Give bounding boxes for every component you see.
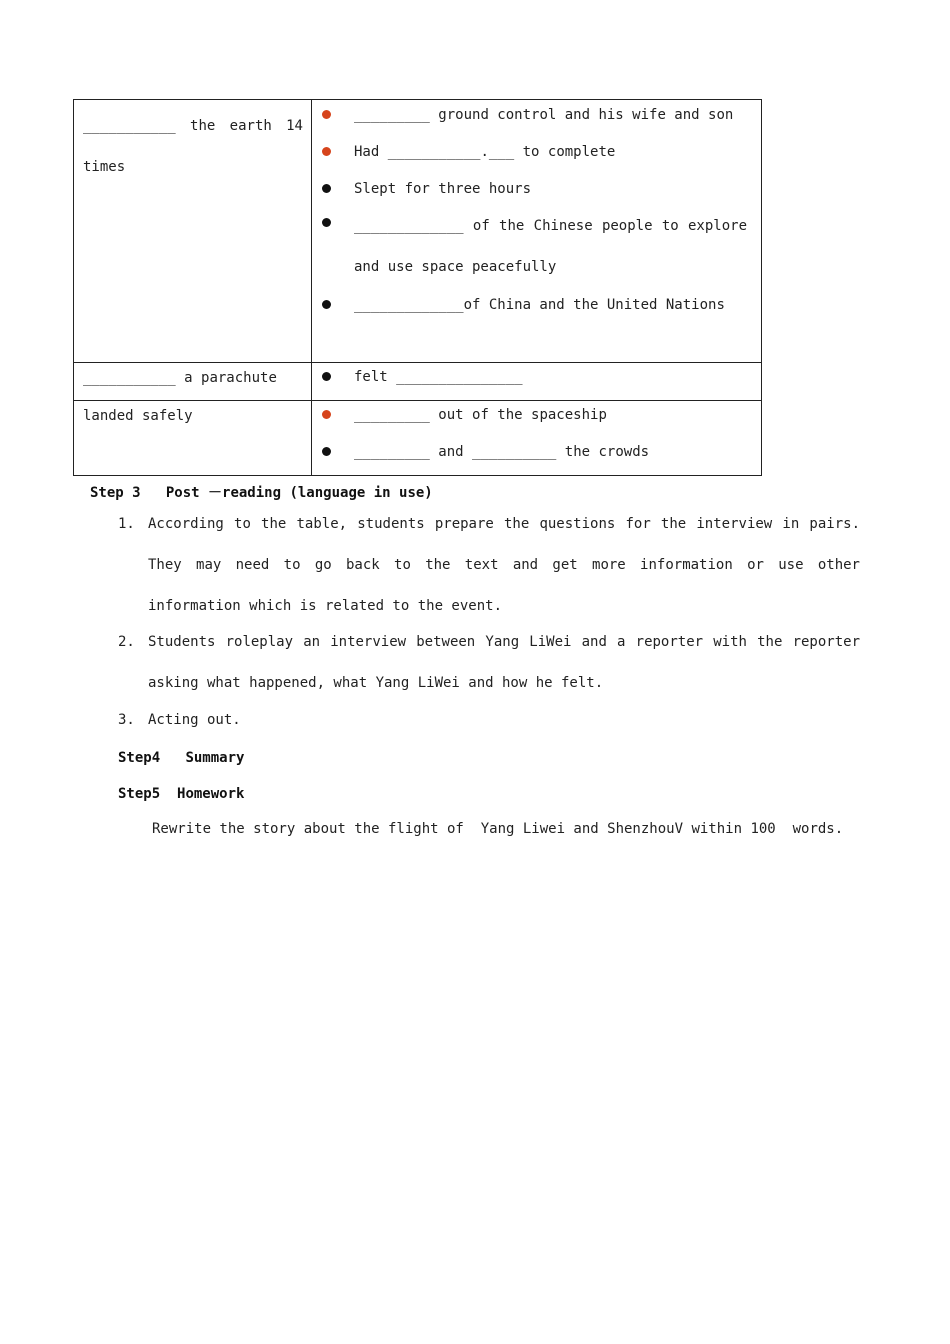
step-label: Step4 [118, 750, 161, 766]
post-reading-list [118, 516, 860, 729]
item-text: Slept for three hours [354, 181, 532, 197]
item-text: of China and the United Nations [463, 297, 725, 313]
table-row [74, 401, 762, 476]
table-cell-left [74, 363, 312, 401]
table-cell-right [312, 401, 762, 476]
fill-blank: __________ [472, 444, 557, 460]
bullet-list [312, 363, 761, 386]
table-row [74, 363, 762, 401]
item-text: According to the table, students prepare the questions for the interview in pairs. They may need to go back to the text and get more information or use other information which is related to the event. [148, 516, 860, 614]
list-item [118, 622, 860, 704]
fill-blank: _______________ [396, 369, 523, 385]
list-item [312, 443, 761, 461]
step-title: Summary [185, 750, 245, 766]
step-title: Post －reading (language in use) [165, 485, 433, 501]
item-text: out of the spaceship [438, 407, 607, 423]
cell-phrase: the earth 14 times [83, 118, 303, 175]
fill-blank: _________ [354, 107, 430, 123]
bullet-icon [322, 184, 331, 193]
bullet-icon [322, 372, 331, 381]
item-text: to complete [522, 144, 616, 160]
bullet-icon [322, 300, 331, 309]
bullet-icon [322, 218, 331, 227]
step-title: Homework [177, 786, 245, 802]
bullet-icon [322, 147, 331, 156]
table-cell-left [74, 401, 312, 476]
item-number: 3. [118, 712, 135, 728]
item-prefix: felt [354, 369, 388, 385]
step4-heading [118, 750, 244, 766]
step-label: Step5 [118, 786, 161, 802]
list-item [312, 180, 761, 198]
bullet-list [312, 401, 761, 461]
list-item [312, 296, 761, 314]
item-number: 1. [118, 516, 135, 532]
step-label: Step 3 [90, 485, 141, 501]
item-conjunction: and [438, 444, 464, 460]
list-item [118, 711, 860, 729]
fill-blank: _________ [354, 444, 430, 460]
item-block [354, 206, 747, 288]
cell-text [74, 100, 311, 188]
fill-blank: _____________ [354, 297, 464, 313]
step5-heading [118, 786, 244, 802]
item-text: Students roleplay an interview between Yang LiWei and a reporter with the reporter asking what happened, what Yang LiWei and how he felt. [148, 634, 860, 691]
fill-blank: ___________.___ [387, 144, 515, 160]
item-text: ground control and his wife and son [438, 107, 734, 123]
fill-blank: _____________ [354, 218, 464, 234]
cell-text [74, 401, 311, 425]
item-prefix: Had [354, 144, 380, 160]
table-cell-left [74, 100, 312, 363]
bullet-list [312, 100, 761, 314]
cell-text [74, 363, 311, 387]
item-text: Acting out. [148, 712, 241, 728]
list-item [312, 406, 761, 424]
list-item [312, 106, 761, 124]
bullet-icon [322, 410, 331, 419]
worksheet-table [73, 99, 762, 476]
table-cell-right [312, 363, 762, 401]
fill-blank: ___________ [83, 118, 176, 134]
table-cell-right [312, 100, 762, 363]
list-item [118, 504, 860, 627]
fill-blank: _________ [354, 407, 430, 423]
list-item [312, 206, 761, 288]
fill-blank: ___________ [83, 370, 176, 386]
list-item [312, 368, 761, 386]
item-text: of the Chinese people to explore and use space peacefully [354, 218, 747, 275]
list-item [312, 143, 761, 161]
bullet-icon [322, 110, 331, 119]
cell-phrase: a parachute [184, 370, 277, 386]
step3-heading [90, 482, 433, 502]
table-row [74, 100, 762, 363]
cell-phrase: landed safely [83, 408, 193, 424]
bullet-icon [322, 447, 331, 456]
homework-text: Rewrite the story about the flight of Yang Liwei and ShenzhouV within 100 words. [152, 821, 844, 837]
item-number: 2. [118, 634, 135, 650]
item-text: the crowds [564, 444, 650, 460]
